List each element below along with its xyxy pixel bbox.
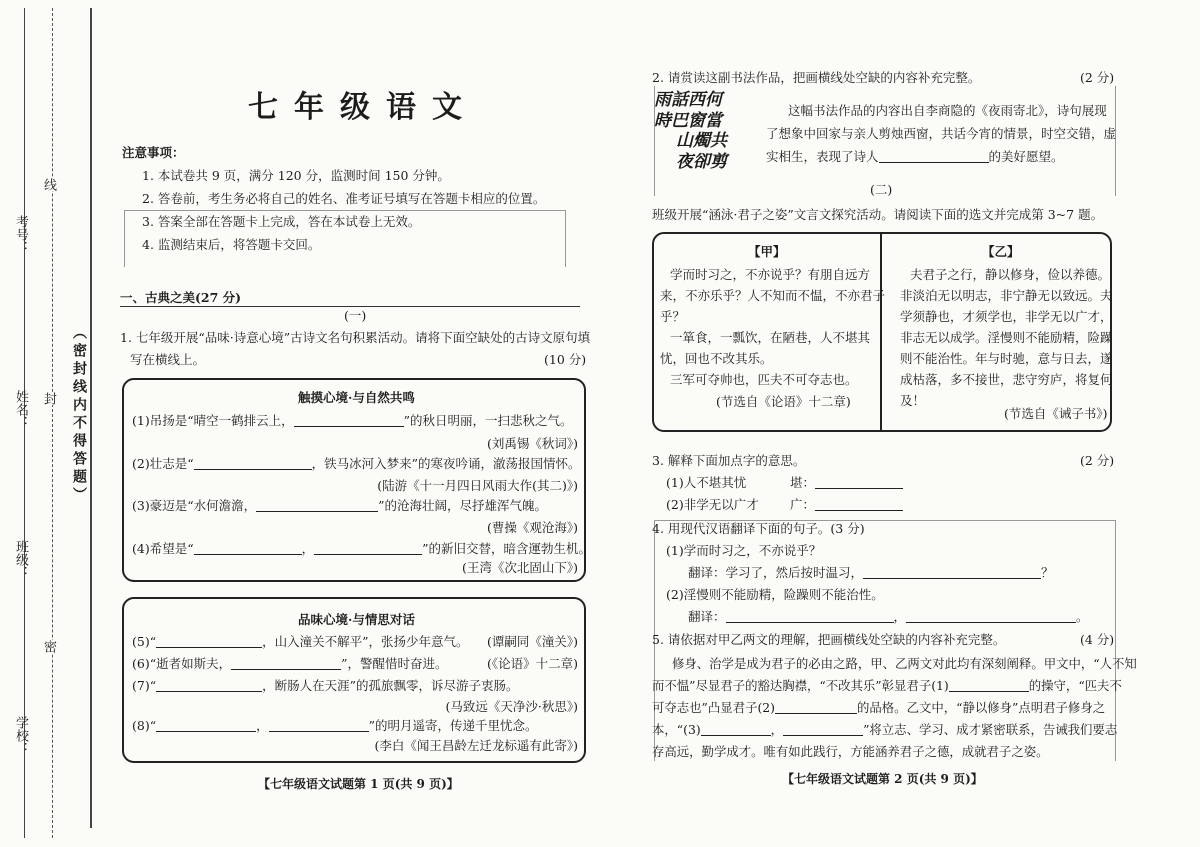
answer-blank-6[interactable] [231,657,341,670]
q5-answer-blank-2[interactable] [775,701,857,714]
q5-line-3: 可夺志也”凸显君子(2) 的品格。乙文中，“静以修身”点明君子修身之 [652,700,1106,715]
q4-item-2-translation: 翻译： ， 。 [688,609,1089,624]
answer-blank-4b[interactable] [314,542,422,555]
sub-heading-2: (二) [870,182,893,197]
q1-item-8: (8)“ ， ”的明月遥寄，传递千里忧念。 [132,718,538,733]
q3-answer-blank-2[interactable] [815,498,903,511]
calligraphy-artwork [654,90,764,173]
exam-number-label: 考号： [13,215,28,254]
passage-yi-title: 【乙】 [982,244,1020,259]
q5-answer-blank-3a[interactable] [701,723,771,736]
q5-prompt: 5. 请依据对甲乙两文的理解，把画横线处空缺的内容补充完整。 [652,632,1006,647]
q5-score: (4 分) [1080,632,1115,647]
exam-page-2 [652,0,1137,847]
calligraphy-line-3: 山燭共 [676,131,727,152]
q1-item-3-source: (曹操《观沧海》) [486,520,578,535]
q5-answer-blank-1[interactable] [949,679,1029,692]
q1-item-1: (1)吊扬是“晴空一鹤排云上， ”的秋日明丽，一扫悲秋之气。 [132,413,573,428]
q1-item-1-source: (刘禹锡《秋词》) [486,436,578,451]
notice-1: 1. 本试卷共 9 页，满分 120 分，监测时间 150 分钟。 [142,168,450,183]
notice-4: 4. 监测结束后，将答题卡交回。 [142,237,321,252]
q5-line-1: 修身、治学是成为君子的必由之路，甲、乙两文对此均有深刻阐释。甲文中，“人不知 [672,656,1137,671]
answer-blank-4a[interactable] [194,542,302,555]
q1-item-7-source: (马致远《天净沙·秋思》) [445,699,578,714]
passage-yi-source: (节选自《诫子书》) [1004,406,1108,421]
passage-yi-line-6: 成枯落，多不接世，悲守穷庐，将复何 [900,372,1113,387]
name-label: 姓名： [13,390,28,429]
q1-item-7: (7)“ ，断肠人在天涯”的孤旅飘零，诉尽游子衷肠。 [132,678,519,693]
q3-item-1: (1)人不堪其忧 堪： [666,475,903,491]
passage-yi-line-5: 则不能治性。年与时驰，意与日去，遂 [900,351,1113,366]
q4-item-2: (2)淫慢则不能励精，险躁则不能治性。 [666,587,884,602]
q1-prompt-line1: 1. 七年级开展“品味·诗意心境”古诗文名句积累活动。请将下面空缺处的古诗文原句填 [120,330,591,345]
q2-text-3: 实相生，表现了诗人 的美好愿望。 [766,149,1064,164]
answer-blank-8a[interactable] [156,719,256,732]
q1-item-4-source: (王湾《次北固山下》) [461,560,578,575]
binding-line-inner [90,8,92,828]
page-title: 七年级语文 [248,90,478,125]
passage-yi-line-3: 学须静也，才须学也，非学无以广才， [900,309,1113,324]
no-answer-notice: （密封线内不得答题） [71,325,87,505]
q3-score: (2 分) [1080,453,1115,468]
q3-answer-blank-1[interactable] [815,476,903,489]
answer-blank-2[interactable] [194,457,312,470]
q4-item-1: (1)学而时习之，不亦说乎？ [666,543,822,558]
q5-answer-blank-3b[interactable] [783,723,863,736]
passage-jia-source: (节选自《论语》十二章) [716,394,851,409]
q1-item-6-source: (《论语》十二章) [486,656,578,671]
notice-frame [124,210,566,267]
q1-item-4: (4)希望是“ ， ”的新旧交替，暗含運勃生机。 [132,541,592,556]
passage-yi-line-7: 及！ [900,393,926,408]
q4-prompt: 4. 用现代汉语翻译下面的句子。(3 分) [652,521,865,536]
section-divider [120,306,580,307]
passage-jia-title: 【甲】 [748,244,786,259]
passage-jia-line-2: 来，不亦乐乎？人不知而不愠，不亦君子 [660,288,886,303]
q1-item-3: (3)豪迈是“水何澹澹， ”的沧海壮阔，尽抒雄浑气魄。 [132,498,548,513]
q3-item-2: (2)非学无以广才 广： [666,497,903,513]
passage-jia-line-3: 乎？ [660,309,686,324]
answer-blank-7[interactable] [156,679,262,692]
passage-jia-line-1: 学而时习之，不亦说乎？有朋自远方 [670,267,871,282]
passage-yi-line-4: 非志无以成学。淫慢则不能励精，险躁 [900,330,1113,345]
q4-answer-blank-1[interactable] [863,566,1041,579]
notice-title: 注意事项： [122,145,185,160]
notice-3: 3. 答案全部在答题卡上完成，答在本试卷上无效。 [142,214,421,229]
q4-item-1-translation: 翻译：学习了，然后按时温习， ？ [688,565,1054,580]
q5-line-5: 存高远，勤学成才。唯有如此践行，方能涵养君子之德，成就君子之姿。 [652,744,1049,759]
q2-text-1: 这幅书法作品的内容出自李商隐的《夜雨寄北》，诗句展现 [788,103,1107,118]
answer-blank-5[interactable] [156,635,262,648]
q4-answer-blank-2b[interactable] [906,610,1076,623]
passage-jia-line-4: 一箪食，一瓢饮，在陋巷，人不堪其 [670,330,871,345]
q1-prompt-line2: 写在横线上。 [130,352,206,367]
box2-title: 品味心境·与情思对话 [298,612,415,627]
answer-blank-8b[interactable] [269,719,369,732]
q1-score: (10 分) [544,352,587,367]
reading-intro: 班级开展“涵泳·君子之姿”文言文探究活动。请阅读下面的选文并完成第 3~7 题。 [652,207,1104,222]
binding-secret-char: 密 [41,640,56,653]
calligraphy-line-2: 時巴窗當 [654,110,722,131]
binding-seal-char: 封 [41,392,56,405]
class-label: 班级： [13,540,28,579]
q5-line-4: 本，“(3) ， ”将立志、学习、成才紧密联系，告诫我们要志 [652,722,1118,737]
passages-divider [880,234,882,430]
q2-prompt: 2. 请赏读这副书法作品，把画横线处空缺的内容补充完整。 [652,70,981,85]
q2-answer-blank[interactable] [879,150,989,163]
school-label: 学校： [13,716,28,755]
passage-yi-line-2: 非淡泊无以明志，非宁静无以致远。夫 [900,288,1113,303]
binding-line-char: 线 [41,178,56,191]
sub-heading-1: (一) [344,308,367,323]
q3-prompt: 3. 解释下面加点字的意思。 [652,453,806,468]
q1-item-8-source: (李白《闻王昌龄左迁龙标遥有此寄》) [374,738,578,753]
q1-item-5-source: (谭嗣同《潼关》) [486,634,578,649]
calligraphy-line-1: 雨話西何 [654,90,722,110]
q2-score: (2 分) [1080,70,1115,85]
box1-title: 触摸心境·与自然共鸣 [298,390,415,405]
notice-2: 2. 答卷前，考生务必将自己的姓名、准考证号填写在答题卡相应的位置。 [142,191,546,206]
answer-blank-3[interactable] [256,499,378,512]
page2-footer: 【七年级语文试题第 2 页(共 9 页)】 [782,772,983,786]
binding-dashed-line [52,8,53,838]
q4-answer-blank-2a[interactable] [726,610,894,623]
calligraphy-line-4: 夜卻剪 [676,152,727,173]
q1-item-5: (5)“ ，山入潼关不解平”，张扬少年意气。 [132,634,469,649]
section-heading: 一、古典之美(27 分) [120,290,242,305]
answer-blank-1[interactable] [294,414,404,427]
passage-jia-line-5: 忧，回也不改其乐。 [660,351,773,366]
q5-line-2: 而不愠”尽显君子的豁达胸襟，“不改其乐”彰显君子(1) 的操守，“匹夫不 [652,678,1122,693]
q1-item-6: (6)“逝者如斯夫， ”，警醒惜时奋进。 [132,656,448,671]
page1-footer: 【七年级语文试题第 1 页(共 9 页)】 [258,777,459,791]
passage-yi-line-1: 夫君子之行，静以修身，俭以养德。 [910,267,1111,282]
q1-item-2-source: (陆游《十一月四日风雨大作(其二)》) [377,478,578,493]
exam-page-1 [108,0,608,847]
q2-text-2: 了想象中回家与亲人剪烛西窗，共话今宵的情景，时空交错，虚 [766,126,1117,141]
q1-item-2: (2)壮志是“ ，铁马冰河入梦来”的寒夜吟诵，澈荡报国情怀。 [132,456,581,471]
passage-jia-line-6: 三军可夺帅也，匹夫不可夺志也。 [670,372,858,387]
